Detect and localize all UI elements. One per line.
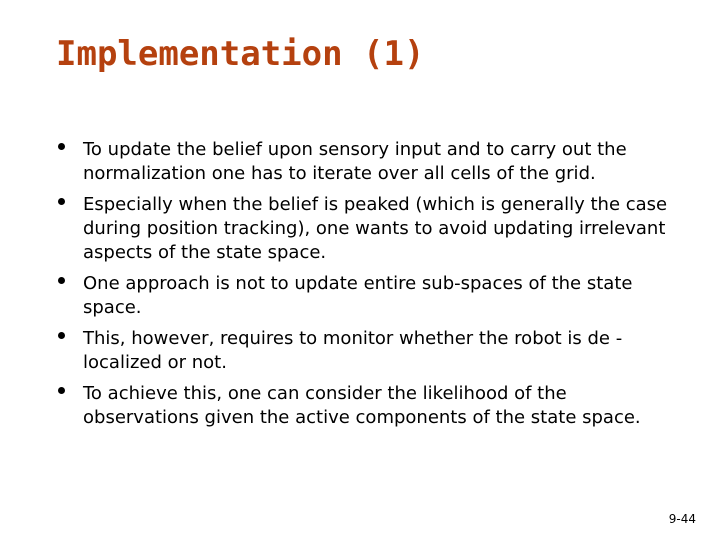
bullet-dot-icon (58, 277, 65, 284)
bullet-list (56, 138, 686, 437)
bullet-item (56, 193, 686, 265)
bullet-item (56, 382, 686, 430)
bullet-dot-icon (58, 198, 65, 205)
bullet-text: To achieve this, one can consider the likelihood of the observations given the active components of the state space. (83, 383, 641, 428)
bullet-dot-icon (58, 387, 65, 394)
slide-title: Implementation (1) (56, 34, 425, 74)
bullet-item (56, 138, 686, 186)
page-number: 9-44 (668, 512, 696, 526)
bullet-text: This, however, requires to monitor whether the robot is de -localized or not. (83, 328, 623, 373)
bullet-dot-icon (58, 332, 65, 339)
bullet-text: To update the belief upon sensory input and to carry out the normalization one has to iterate over all cells of the grid. (83, 139, 627, 184)
bullet-item (56, 272, 686, 320)
bullet-text: Especially when the belief is peaked (which is generally the case during position tracking), one wants to avoid updating irrelevant aspects of the state space. (83, 194, 668, 263)
bullet-dot-icon (58, 143, 65, 150)
bullet-item (56, 327, 686, 375)
bullet-text: One approach is not to update entire sub-spaces of the state space. (83, 273, 633, 318)
